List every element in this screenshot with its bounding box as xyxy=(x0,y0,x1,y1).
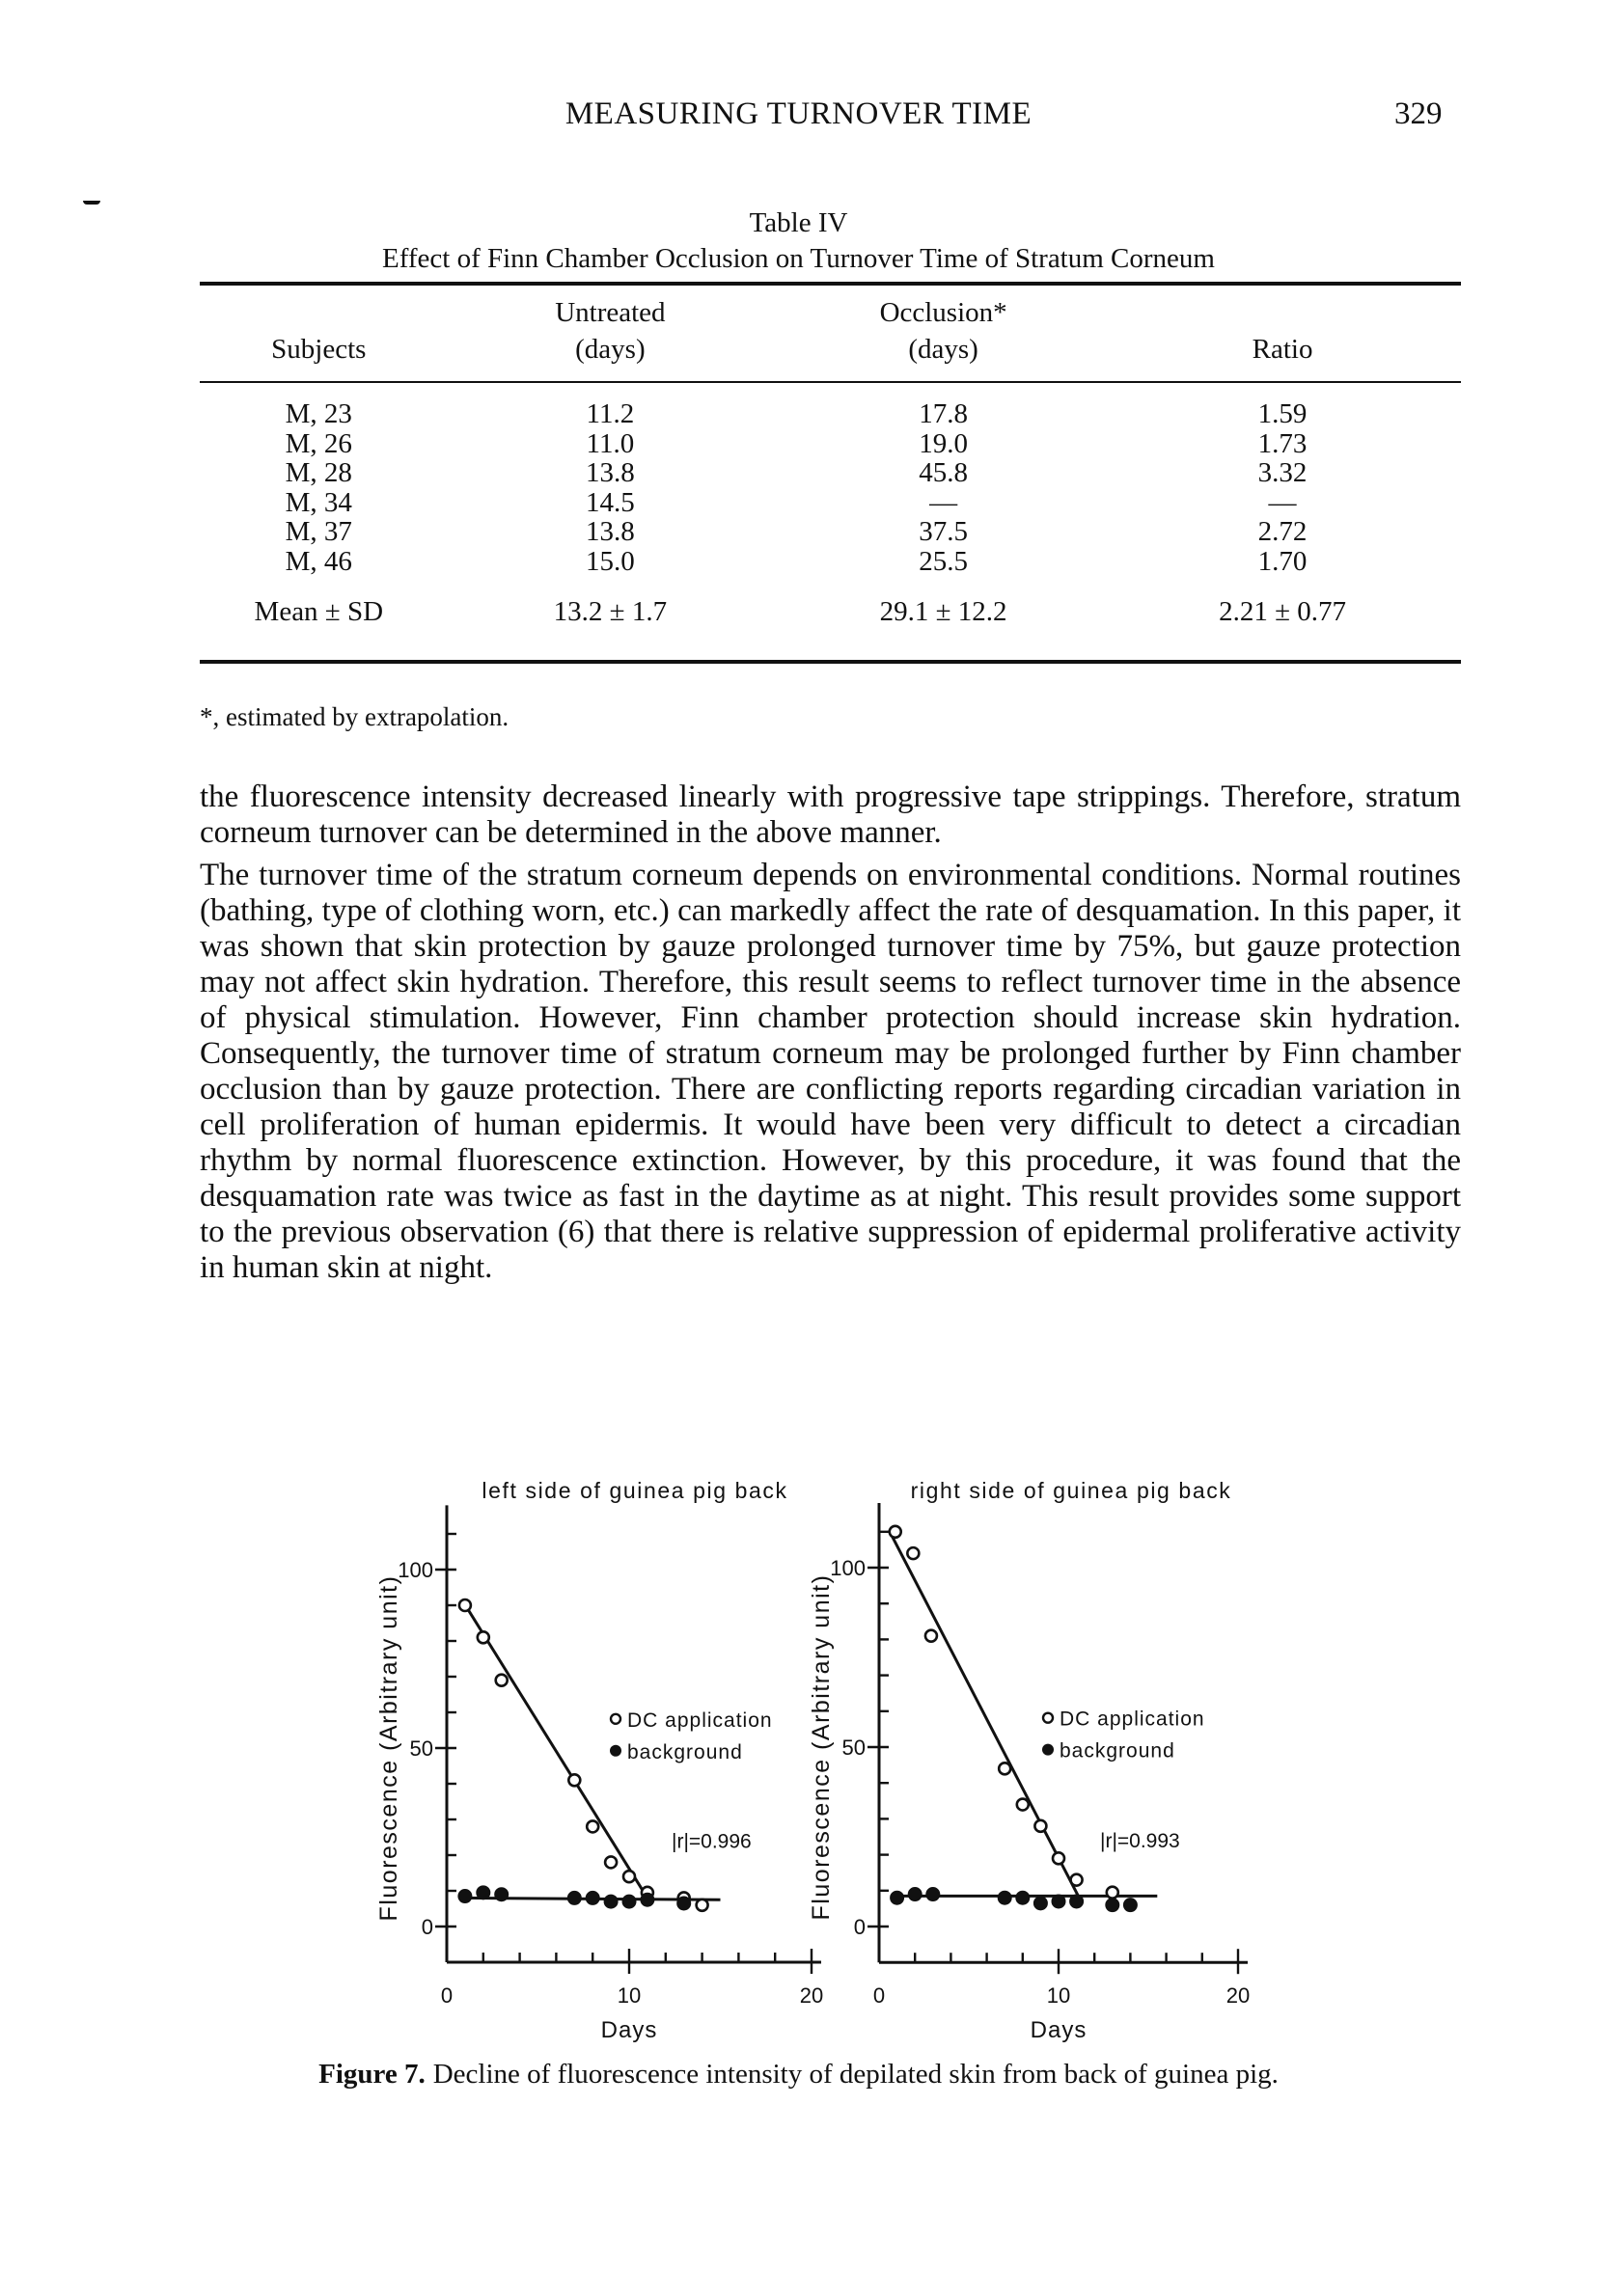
cell-subject: M, 37 xyxy=(285,516,352,547)
col-header-occlusion: (days) xyxy=(908,334,978,365)
x-tick-label: 0 xyxy=(872,1983,886,2009)
cell-subject: M, 28 xyxy=(285,457,352,488)
chart-title: right side of guinea pig back xyxy=(910,1478,1232,1503)
background-point xyxy=(998,1891,1011,1904)
figure-caption-text: Decline of fluorescence intensity of depilated skin from back of guinea pig. xyxy=(432,2059,1279,2090)
y-tick-label: 100 xyxy=(830,1556,866,1580)
background-point xyxy=(1033,1897,1047,1910)
dc-application-point xyxy=(478,1631,489,1643)
cell-untreated: 14.5 xyxy=(586,486,635,518)
dc-application-point xyxy=(568,1774,580,1786)
legend-open-circle-icon xyxy=(1043,1713,1053,1723)
legend-label-background: background xyxy=(1060,1739,1175,1763)
table-row xyxy=(200,429,1461,459)
col-header-subjects: Subjects xyxy=(271,334,367,365)
table-row xyxy=(200,488,1461,518)
figure-label: Figure 7. xyxy=(318,2059,426,2090)
background-point xyxy=(908,1888,922,1901)
background-point xyxy=(495,1888,509,1901)
background-point xyxy=(477,1886,490,1900)
table-caption: Effect of Finn Chamber Occlusion on Turnover Time of Stratum Corneum xyxy=(382,243,1215,274)
x-axis-label: Days xyxy=(600,2017,658,2043)
legend-label-dc-application: DC application xyxy=(627,1708,773,1732)
cell-occlusion: 45.8 xyxy=(919,457,968,488)
cell-subject: M, 23 xyxy=(285,398,352,429)
cell-ratio: 1.59 xyxy=(1257,398,1308,429)
background-point xyxy=(1070,1895,1084,1908)
y-tick-label: 50 xyxy=(409,1736,433,1761)
col-header-ratio: Ratio xyxy=(1252,334,1313,365)
col-header-subjects-line1 xyxy=(200,294,438,331)
y-tick-label: 0 xyxy=(853,1915,866,1939)
y-tick-label: 0 xyxy=(421,1915,433,1939)
x-tick-label: 10 xyxy=(617,1983,642,2008)
x-tick-label: 20 xyxy=(1225,1983,1251,2009)
background-point xyxy=(641,1893,654,1906)
col-header-untreated-line1: Untreated xyxy=(555,297,666,328)
background-point xyxy=(1123,1899,1137,1912)
background-point xyxy=(677,1897,691,1910)
table-top-rule xyxy=(200,282,1461,286)
cell-ratio: — xyxy=(1268,486,1297,518)
x-tick-label: 0 xyxy=(440,1983,454,2008)
dc-application-point xyxy=(697,1900,708,1911)
dc-application-point xyxy=(1071,1874,1083,1886)
table-row xyxy=(200,547,1461,577)
dc-application-point xyxy=(605,1856,617,1868)
cell-subject: M, 26 xyxy=(285,427,352,459)
cell-untreated: 11.2 xyxy=(586,398,635,429)
cell-subject: M, 34 xyxy=(285,486,352,518)
table-bottom-rule xyxy=(200,660,1461,664)
cell-ratio: 2.72 xyxy=(1257,516,1308,547)
legend-label-dc-application: DC application xyxy=(1060,1708,1205,1731)
col-header-untreated: (days) xyxy=(575,334,646,365)
background-point xyxy=(1016,1891,1030,1904)
summary-untreated: 13.2 ± 1.7 xyxy=(553,596,668,627)
dc-application-point xyxy=(999,1763,1010,1774)
scan-mark xyxy=(83,201,100,205)
dc-application-point xyxy=(907,1547,919,1559)
dc-application-point xyxy=(1053,1852,1064,1864)
summary-label: Mean ± SD xyxy=(254,596,384,627)
background-point xyxy=(1106,1899,1119,1912)
cell-ratio: 1.73 xyxy=(1257,427,1308,459)
table-row xyxy=(200,458,1461,488)
y-tick-label: 50 xyxy=(841,1736,866,1760)
dc-application-point xyxy=(1017,1799,1029,1811)
dc-application-point xyxy=(623,1871,635,1882)
dc-application-point xyxy=(459,1599,471,1611)
legend-open-circle-icon xyxy=(611,1714,620,1724)
table-label: Table IV xyxy=(749,207,848,238)
body-paragraph-1: the fluorescence intensity decreased linearly with progressive tape strippings. Therefore, stratum corneum turnover can be determined in the above manner. xyxy=(200,779,1461,850)
background-point xyxy=(926,1888,940,1901)
dc-application-point xyxy=(496,1675,508,1686)
cell-occlusion: 19.0 xyxy=(919,427,968,459)
figure-7 xyxy=(0,1471,1597,2069)
correlation-annotation: |r|=0.993 xyxy=(1100,1830,1180,1853)
cell-untreated: 13.8 xyxy=(586,457,635,488)
cell-untreated: 13.8 xyxy=(586,516,635,547)
background-point xyxy=(567,1891,581,1904)
y-axis-label: Fluorescence (Arbitrary unit) xyxy=(375,1574,402,1922)
cell-subject: M, 46 xyxy=(285,545,352,577)
x-axis-label: Days xyxy=(1030,2017,1088,2044)
cell-occlusion: — xyxy=(929,486,958,518)
table-footnote: *, estimated by extrapolation. xyxy=(200,702,509,731)
cell-occlusion: 37.5 xyxy=(919,516,968,547)
background-point xyxy=(622,1895,636,1908)
background-point xyxy=(891,1891,904,1904)
dc-application-point xyxy=(890,1526,901,1538)
dc-application-point xyxy=(587,1820,598,1832)
col-header-ratio-line1 xyxy=(1104,294,1461,331)
figure-caption xyxy=(0,2059,1597,2091)
background-point xyxy=(604,1895,618,1908)
table-header xyxy=(200,294,1461,368)
col-header-occlusion-line1: Occlusion* xyxy=(879,297,1007,328)
background-point xyxy=(1052,1895,1065,1908)
legend-label-background: background xyxy=(627,1740,743,1763)
chart-panel-left xyxy=(375,1478,823,2043)
x-tick-label: 10 xyxy=(1046,1983,1071,2009)
body-paragraph-2: The turnover time of the stratum corneum depends on environmental conditions. Normal routines (bathing, type of clothing worn, etc.) can markedly affect the rate of desquamation. In this paper, it was shown that skin protection by gauze prolonged turnover time by 75%, but gauze protection may not affect skin hydration. Therefore, this result seems to reflect turnover time in the absence of physical stimulation. However, Finn chamber protection should increase skin hydration. Consequently, the turnover time of stratum corneum may be prolonged further by Finn chamber occlusion than by gauze protection. There are conflicting reports regarding circadian variation in cell proliferation of human epidermis. It would have been very difficult to detect a circadian rhythm by normal fluorescence extinction. However, by this procedure, it was found that the desquamation rate was twice as fast in the daytime as at night. This result provides some support to the previous observation (6) that there is relative suppression of epidermal proliferative activity in human skin at night. xyxy=(200,858,1461,1285)
cell-untreated: 15.0 xyxy=(586,545,635,577)
legend-filled-circle-icon xyxy=(1042,1744,1054,1756)
dc-application-point xyxy=(1107,1887,1118,1899)
dc-application-point xyxy=(925,1630,937,1642)
correlation-annotation: |r|=0.996 xyxy=(672,1830,752,1853)
legend-filled-circle-icon xyxy=(610,1745,621,1757)
table-header-rule xyxy=(200,381,1461,383)
cell-ratio: 1.70 xyxy=(1257,545,1308,577)
chart-panel-right xyxy=(808,1478,1250,2043)
cell-ratio: 3.32 xyxy=(1257,457,1308,488)
y-axis-label: Fluorescence (Arbitrary unit) xyxy=(808,1573,835,1921)
table-row xyxy=(200,399,1461,429)
y-tick-label: 100 xyxy=(398,1558,433,1582)
x-tick-label: 20 xyxy=(799,1983,824,2008)
chart-title: left side of guinea pig back xyxy=(482,1478,788,1503)
dc-application-point xyxy=(1034,1820,1046,1832)
cell-occlusion: 25.5 xyxy=(919,545,968,577)
table-body xyxy=(200,399,1461,626)
running-head-title: MEASURING TURNOVER TIME xyxy=(564,96,1033,131)
figure-7-plots xyxy=(0,1471,1597,2069)
summary-occlusion: 29.1 ± 12.2 xyxy=(879,596,1007,627)
background-point xyxy=(586,1891,599,1904)
summary-ratio: 2.21 ± 0.77 xyxy=(1219,596,1346,627)
table-summary-row xyxy=(200,576,1461,626)
page-number: 329 xyxy=(1394,96,1443,131)
cell-untreated: 11.0 xyxy=(586,427,635,459)
cell-occlusion: 17.8 xyxy=(919,398,968,429)
background-point xyxy=(458,1890,472,1903)
table-row xyxy=(200,517,1461,547)
